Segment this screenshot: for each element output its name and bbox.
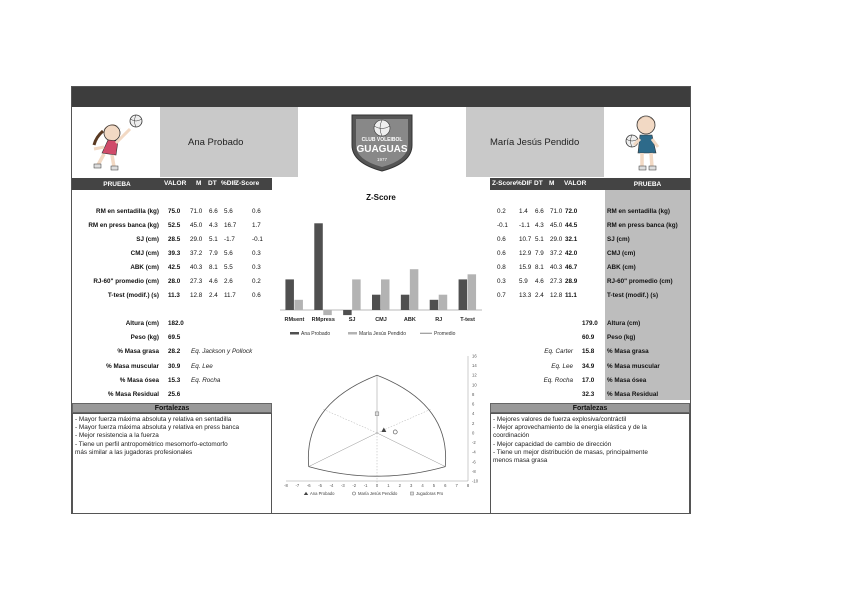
right-row-value: 5.1 [535,236,544,243]
right-col-header: %DIF [516,180,533,187]
right-row-label: ABK (cm) [607,264,636,271]
somato-x-tick: 7 [455,483,458,488]
right-row-value: 0.3 [497,278,506,285]
somato-x-tick: -2 [352,483,357,488]
zscore-chart [272,190,490,350]
somato-axis-ray [377,433,445,467]
right-row-value: 44.5 [565,222,578,229]
somato-x-tick: -7 [295,483,300,488]
right-body-label: Altura (cm) [607,320,641,327]
somato-legend-marker-pro [411,492,414,495]
left-col-header: %DIF [221,180,238,187]
right-row-value: 0.7 [497,292,506,299]
left-body-value: 182.0 [168,320,184,327]
left-col-header: M [196,180,202,187]
somato-y-tick: 10 [472,382,477,388]
left-row-value: 11.3 [168,292,180,299]
right-body-label: % Masa muscular [607,363,660,370]
left-col-header: Z-Score [235,180,260,187]
left-fortaleza-item: - Mayor fuerza máxima absoluta y relativa en press banca [75,424,240,432]
left-fortaleza-item: - Tiene un perfil antropométrico mesomorfo-ectomorfo [75,440,228,448]
right-player-name: María Jesús Pendido [490,136,580,148]
left-fortaleza-item: más similar a las jugadoras profesionales [75,448,193,456]
left-row-value: 8.1 [209,264,218,271]
right-fortaleza-item: - Mejor aprovechamiento de la energía elástica y de la [493,424,647,432]
right-row-value: 0.6 [497,250,506,257]
left-player-mascot [72,107,160,177]
somato-y-tick: 6 [472,401,475,407]
right-col-header: VALOR [564,180,587,187]
right-row-value: 37.2 [550,250,563,257]
right-row-value: 71.0 [550,208,563,215]
somato-x-tick: -4 [329,483,334,488]
right-row-value: 32.1 [565,236,578,243]
zscore-bar [430,300,439,310]
left-body-label: % Masa grasa [117,348,159,355]
volleyball-girl-right-icon [604,107,690,177]
left-col-header: VALOR [164,180,187,187]
zscore-bar [468,274,477,310]
zscore-category-label: ABK [403,317,416,323]
left-row-value: 12.8 [190,292,203,299]
left-row-value: 5.1 [209,236,218,243]
right-row-value: 29.0 [550,236,563,243]
right-body-value: 17.0 [582,377,595,384]
left-row-value: -1.7 [224,236,235,243]
left-row-value: 5.6 [224,250,233,257]
left-row-value: 40.3 [190,264,203,271]
somato-legend-label-maria: María Jesús Pendido [358,491,398,496]
zscore-bar [410,269,419,310]
left-row-value: 52.5 [168,222,181,229]
right-body-note: Eq. Lee [551,363,573,370]
somato-x-tick: 0 [375,483,379,488]
somato-x-tick: 2 [398,483,401,488]
zscore-category-label: RMsent [284,317,305,323]
left-row-value: 0.3 [252,264,261,271]
left-row-label: SJ (cm) [136,236,159,243]
somato-x-tick: -8 [284,483,288,488]
zscore-bar [459,279,468,310]
zscore-bar [285,279,294,310]
legend-swatch-right [348,332,357,335]
somato-dash-ray [377,409,432,433]
left-row-value: 37.2 [190,250,203,257]
right-row-label: RJ-60" promedio (cm) [607,278,673,285]
zscore-bar [343,310,352,315]
right-body-label: % Masa ósea [607,377,647,384]
left-fortalezas-title: Fortalezas [72,403,272,413]
right-body-value: 32.3 [582,391,595,398]
left-body-note: Eq. Lee [191,363,213,370]
left-row-value: 45.0 [190,222,203,229]
club-logo [298,107,466,177]
right-row-value: 12.9 [519,250,532,257]
right-row-value: 1.4 [519,208,528,215]
zscore-chart-svg [272,190,490,350]
zscore-category-label: CMJ [375,317,387,323]
legend-label-left: Ana Probado [301,331,331,337]
left-row-value: 4.6 [209,278,218,285]
left-row-value: 0.3 [252,250,261,257]
somato-point-pro [375,412,379,416]
top-bar [72,87,690,107]
zscore-bar [381,279,390,310]
left-row-value: 75.0 [168,208,181,215]
legend-swatch-left [290,332,299,335]
player-comparison-sheet [71,86,691,514]
right-col-header: Z-Score [492,180,517,187]
logo-year: 1977 [376,157,388,162]
left-body-label: % Masa Residual [107,391,159,398]
somato-x-tick: 6 [444,483,447,488]
left-body-value: 25.6 [168,391,181,398]
zscore-category-label: RMpress [311,317,335,323]
right-row-value: 2.4 [535,292,544,299]
right-row-label: RM en sentadilla (kg) [607,208,670,215]
right-fortalezas-list [490,413,690,514]
left-body-note: Eq. Rocha [191,377,221,384]
right-fortaleza-item: - Mejores valores de fuerza explosiva/contráctil [493,416,627,423]
right-fortalezas-title: Fortalezas [490,403,690,413]
right-row-value: 45.0 [550,222,563,229]
zscore-category-label: T-test [460,317,475,323]
somato-y-tick: 16 [472,353,477,359]
somato-x-tick: 3 [409,483,413,488]
zscore-bar [294,300,303,310]
somatochart [272,350,490,515]
right-fortaleza-item: - Mejor capacidad de cambio de dirección [493,440,612,448]
right-row-label: RM en press banca (kg) [607,222,678,229]
right-prueba-header: PRUEBA [605,178,690,190]
somato-y-tick: -8 [472,468,476,474]
right-row-value: 8.1 [535,264,544,271]
left-body-label: % Masa ósea [119,377,159,384]
left-row-value: 27.3 [190,278,203,285]
left-row-value: 7.9 [209,250,218,257]
right-row-value: 27.3 [550,278,563,285]
logo-top-text: CLUB VOLEIBOL [361,137,403,143]
zscore-category-label: RJ [435,317,443,323]
somato-y-tick: -10 [472,478,479,484]
legend-label-right: María Jesús Pendido [359,331,406,337]
somato-y-tick: 12 [472,372,477,378]
somato-x-tick: -3 [341,483,345,488]
left-row-value: 28.5 [168,236,181,243]
right-row-value: -1.1 [519,222,530,229]
somato-y-tick: 0 [472,430,475,436]
left-row-value: 29.0 [190,236,203,243]
left-row-value: 5.6 [224,208,233,215]
right-row-value: 4.6 [535,278,544,285]
left-body-label: % Masa muscular [106,363,159,370]
left-row-value: 11.7 [224,292,236,299]
somato-x-tick: -5 [318,483,322,488]
somato-y-tick: -6 [472,459,476,465]
left-body-value: 69.5 [168,334,181,341]
somato-legend-label-pro: Jugadoras Pro [416,491,444,496]
right-row-label: CMJ (cm) [607,250,636,257]
somato-x-tick: 8 [466,483,470,488]
right-row-value: 7.9 [535,250,544,257]
zscore-bar [372,295,381,310]
zscore-bar [352,279,361,310]
right-row-value: -0.1 [497,222,508,229]
right-body-note: Eq. Carter [544,348,573,355]
somato-legend-marker-ana [304,492,308,495]
somato-x-tick: 1 [387,483,390,488]
somato-x-tick: 4 [421,483,424,488]
right-row-value: 13.3 [519,292,532,299]
zscore-chart-title: Z-Score [366,193,396,202]
right-col-header: M [549,180,555,187]
somato-point-ana [381,428,386,433]
left-body-value: 15.3 [168,377,181,384]
right-row-label: T-test (modif.) (s) [607,292,659,299]
right-row-value: 6.6 [535,208,544,215]
somato-y-tick: 4 [472,411,475,417]
left-row-value: 39.3 [168,250,181,257]
right-fortaleza-item: coordinación [493,432,530,440]
left-row-label: RM en sentadilla (kg) [96,208,159,215]
somato-point-maria [393,430,397,434]
left-row-value: 6.6 [209,208,218,215]
somato-axis-ray [309,433,377,467]
somato-y-tick: 8 [472,391,475,397]
left-row-value: 0.2 [252,278,261,285]
right-row-value: 46.7 [565,264,578,271]
somato-x-tick: 5 [432,483,436,488]
left-col-header: DT [208,180,217,187]
right-fortaleza-item: - Tiene un mejor distribución de masas, principalmente [493,448,648,456]
zscore-category-label: SJ [348,317,356,323]
right-row-value: 42.0 [565,250,578,257]
right-body-value: 179.0 [582,320,598,327]
left-row-value: 4.3 [209,222,218,229]
right-row-value: 0.2 [497,208,506,215]
left-player-name: Ana Probado [188,136,244,148]
volleyball-girl-left-icon [72,107,160,177]
left-row-value: 42.5 [168,264,181,271]
somato-y-tick: 2 [472,420,475,426]
left-row-value: 1.7 [252,222,261,229]
somato-x-tick: -6 [306,483,311,488]
left-row-value: 28.0 [168,278,181,285]
zscore-bar [401,295,410,310]
right-row-value: 10.7 [519,236,532,243]
right-body-value: 60.9 [582,334,595,341]
right-fortaleza-item: menos masa grasa [493,457,548,465]
legend-label-promedio: Promedio [434,331,456,337]
zscore-bar [323,310,332,315]
right-body-label: Peso (kg) [607,334,636,341]
right-row-value: 15.9 [519,264,532,271]
left-row-label: ABK (cm) [130,264,159,271]
right-body-value: 15.8 [582,348,595,355]
right-row-value: 0.8 [497,264,506,271]
somato-y-tick: -4 [472,449,476,455]
right-row-value: 28.9 [565,278,578,285]
left-body-value: 28.2 [168,348,181,355]
left-fortalezas-list [72,413,272,514]
left-body-value: 30.9 [168,363,181,370]
right-body-note: Eq. Rocha [543,377,573,384]
left-body-note: Eq. Jackson y Pollock [191,348,253,355]
right-body-label: % Masa Residual [607,391,659,398]
right-row-value: 11.1 [565,292,577,299]
left-body-label: Peso (kg) [130,334,159,341]
left-row-value: -0.1 [252,236,263,243]
left-row-label: CMJ (cm) [130,250,159,257]
right-player-mascot [604,107,690,177]
left-fortaleza-item: - Mayor fuerza máxima absoluta y relativa en sentadilla [75,416,232,423]
left-body-label: Altura (cm) [125,320,159,327]
somatochart-svg [272,350,490,515]
right-body-label: % Masa grasa [607,348,649,355]
left-row-value: 71.0 [190,208,203,215]
left-row-value: 16.7 [224,222,237,229]
left-prueba-header: PRUEBA [72,178,162,190]
somato-y-tick: 14 [472,363,477,369]
left-row-value: 5.5 [224,264,233,271]
zscore-bar [439,295,448,310]
left-player-name-box [160,107,298,177]
right-row-value: 40.3 [550,264,563,271]
left-fortaleza-item: - Mejor resistencia a la fuerza [75,432,159,440]
right-row-value: 5.9 [519,278,528,285]
right-player-name-box [466,107,604,177]
left-row-label: RJ-60" promedio (cm) [93,278,159,285]
logo-main-text: GUAGUAS [356,144,408,155]
zscore-bar [314,223,323,310]
right-body-value: 34.9 [582,363,595,370]
somato-y-tick: -2 [472,440,476,446]
somato-legend-label-ana: Ana Probado [310,491,335,496]
right-col-header: DT [534,180,543,187]
right-row-label: SJ (cm) [607,236,630,243]
left-row-value: 2.4 [209,292,218,299]
right-row-value: 72.0 [565,208,578,215]
club-shield-icon [342,111,422,173]
left-row-value: 2.6 [224,278,233,285]
somato-dash-ray [322,409,377,433]
right-row-value: 0.6 [497,236,506,243]
left-row-value: 0.6 [252,292,261,299]
somato-x-tick: -1 [363,483,368,488]
somato-legend-marker-maria [352,492,355,495]
left-row-label: T-test (modif.) (s) [107,292,159,299]
right-row-value: 12.8 [550,292,563,299]
left-row-label: RM en press banca (kg) [88,222,159,229]
left-row-value: 0.6 [252,208,261,215]
right-row-value: 4.3 [535,222,544,229]
